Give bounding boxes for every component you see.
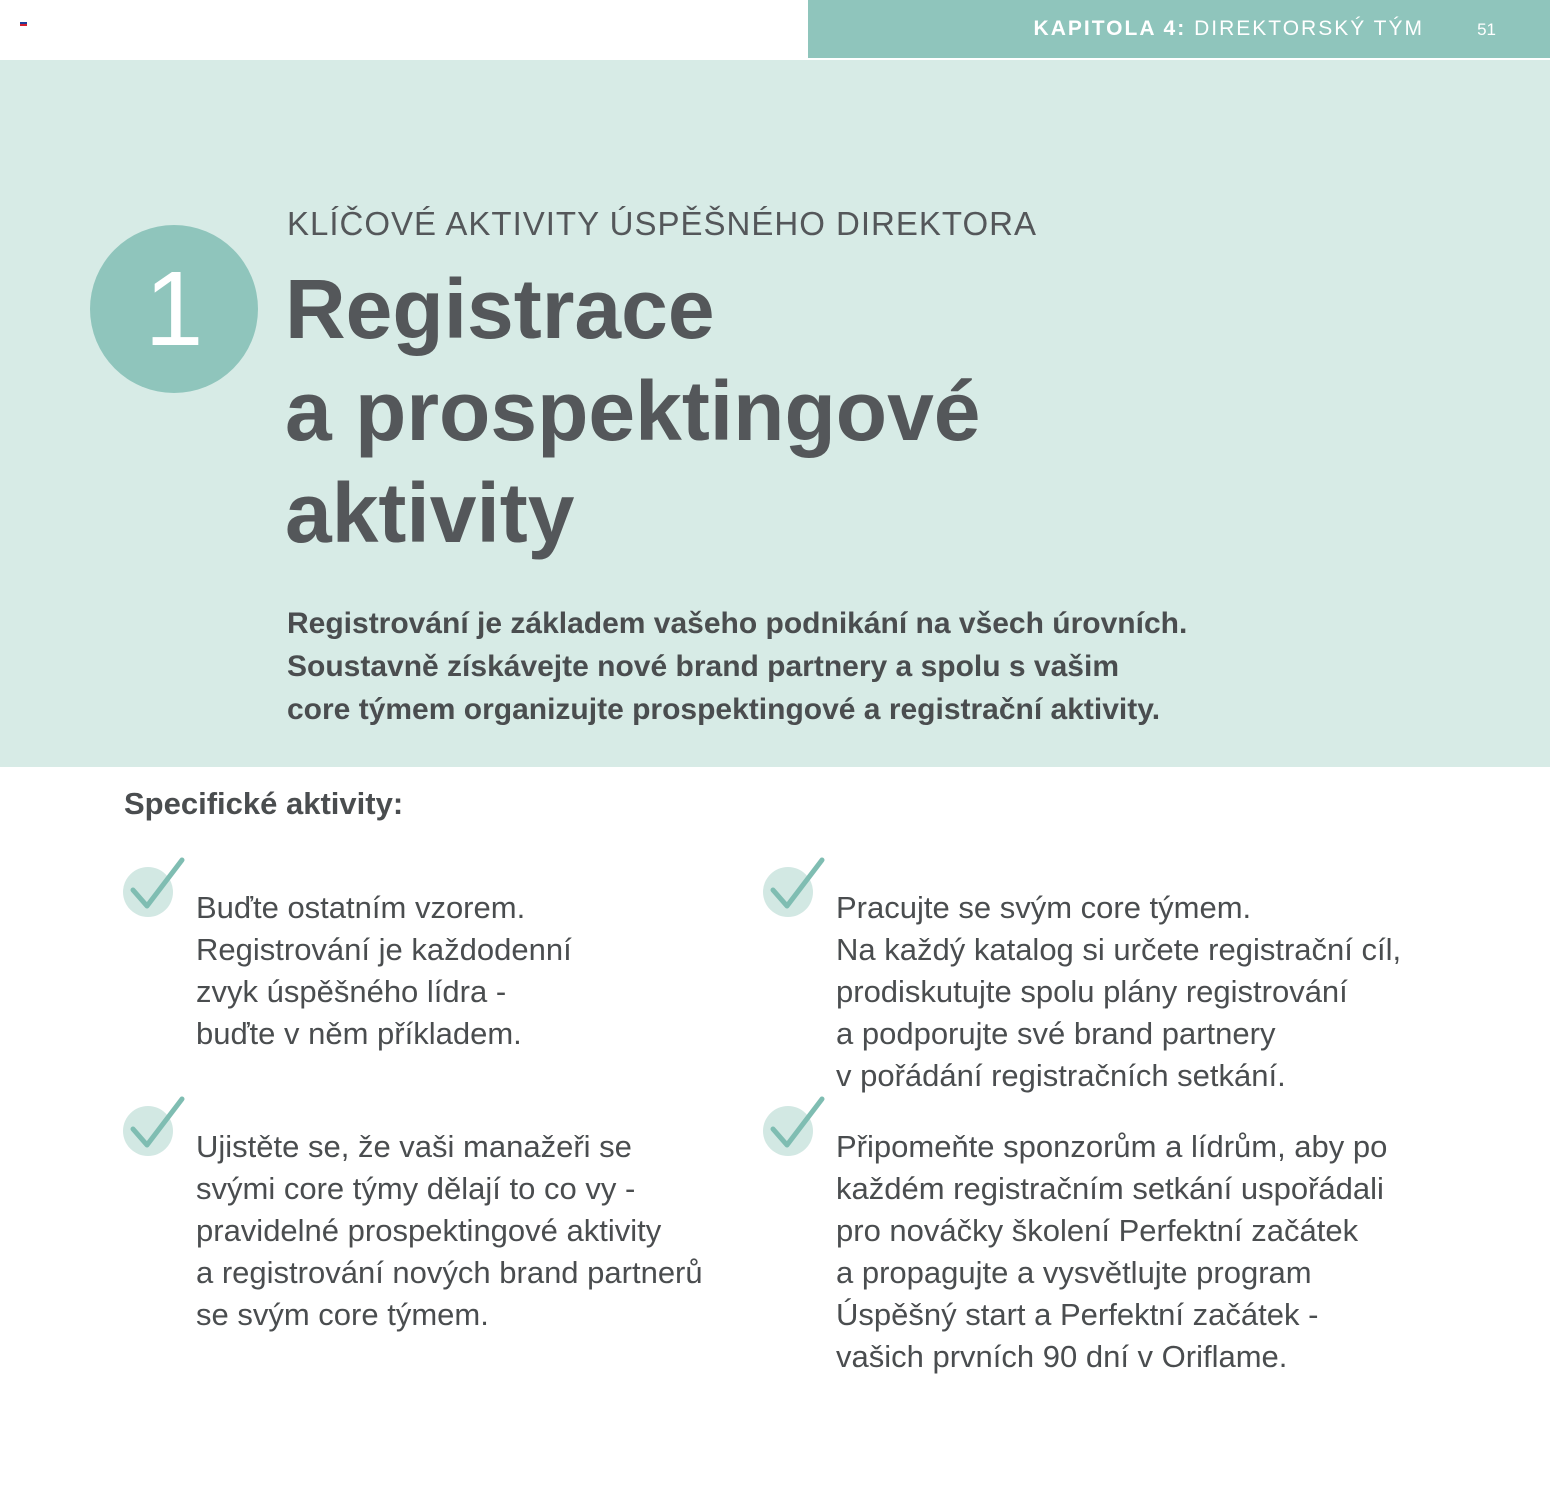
chapter-name: DIREKTORSKÝ TÝM bbox=[1194, 17, 1424, 40]
activity-line: a registrování nových brand partnerů bbox=[196, 1255, 703, 1290]
checkmark-icon bbox=[763, 1096, 827, 1160]
activity-text bbox=[836, 1126, 1387, 1378]
intro-line: Soustavně získávejte nové brand partnery a spolu s vašim bbox=[287, 650, 1119, 683]
activities-heading: Specifické aktivity: bbox=[124, 786, 404, 821]
activity-line: a propagujte a vysvětlujte program bbox=[836, 1255, 1312, 1290]
chapter-header-bar bbox=[808, 0, 1550, 58]
language-flag-icon bbox=[20, 20, 27, 26]
activity-text bbox=[196, 1126, 703, 1336]
activity-line: Buďte ostatním vzorem. bbox=[196, 890, 526, 925]
checkmark-icon bbox=[123, 857, 187, 921]
activity-line: se svým core týmem. bbox=[196, 1297, 489, 1332]
activity-line: buďte v něm příkladem. bbox=[196, 1016, 522, 1051]
page-number: 51 bbox=[1477, 20, 1496, 39]
section-kicker: KLÍČOVÉ AKTIVITY ÚSPĚŠNÉHO DIREKTORA bbox=[287, 205, 1037, 242]
chapter-title bbox=[1034, 17, 1424, 41]
activity-line: a podporujte své brand partnery bbox=[836, 1016, 1276, 1051]
page-title bbox=[285, 258, 981, 564]
activity-line: v pořádání registračních setkání. bbox=[836, 1058, 1286, 1093]
activity-line: každém registračním setkání uspořádali bbox=[836, 1171, 1384, 1206]
activity-line: Registrování je každodenní bbox=[196, 932, 572, 967]
activity-line: Na každý katalog si určete registrační cíl, bbox=[836, 932, 1402, 967]
activity-line: pravidelné prospektingové aktivity bbox=[196, 1213, 662, 1248]
intro-paragraph bbox=[287, 602, 1187, 731]
activity-line: vašich prvních 90 dní v Oriflame. bbox=[836, 1339, 1288, 1374]
activity-line: pro nováčky školení Perfektní začátek bbox=[836, 1213, 1359, 1248]
checkmark-icon bbox=[123, 1096, 187, 1160]
activity-line: Připomeňte sponzorům a lídrům, aby po bbox=[836, 1129, 1388, 1164]
activity-line: Ujistěte se, že vaši manažeři se bbox=[196, 1129, 632, 1164]
section-number-badge: 1 bbox=[90, 225, 258, 393]
activity-text bbox=[836, 887, 1401, 1097]
title-line: Registrace bbox=[285, 262, 715, 356]
activity-line: zvyk úspěšného lídra - bbox=[196, 974, 507, 1009]
activity-line: svými core týmy dělají to co vy - bbox=[196, 1171, 636, 1206]
hero-panel bbox=[0, 60, 1550, 767]
activity-text bbox=[196, 887, 572, 1055]
activity-line: prodiskutujte spolu plány registrování bbox=[836, 974, 1348, 1009]
intro-line: core týmem organizujte prospektingové a registrační aktivity. bbox=[287, 693, 1161, 726]
title-line: a prospektingové bbox=[285, 364, 981, 458]
checkmark-icon bbox=[763, 857, 827, 921]
intro-line: Registrování je základem vašeho podnikání na všech úrovních. bbox=[287, 607, 1188, 640]
activity-line: Pracujte se svým core týmem. bbox=[836, 890, 1252, 925]
chapter-label: KAPITOLA 4: bbox=[1033, 17, 1187, 40]
activity-line: Úspěšný start a Perfektní začátek - bbox=[836, 1297, 1319, 1332]
title-line: aktivity bbox=[285, 466, 575, 560]
